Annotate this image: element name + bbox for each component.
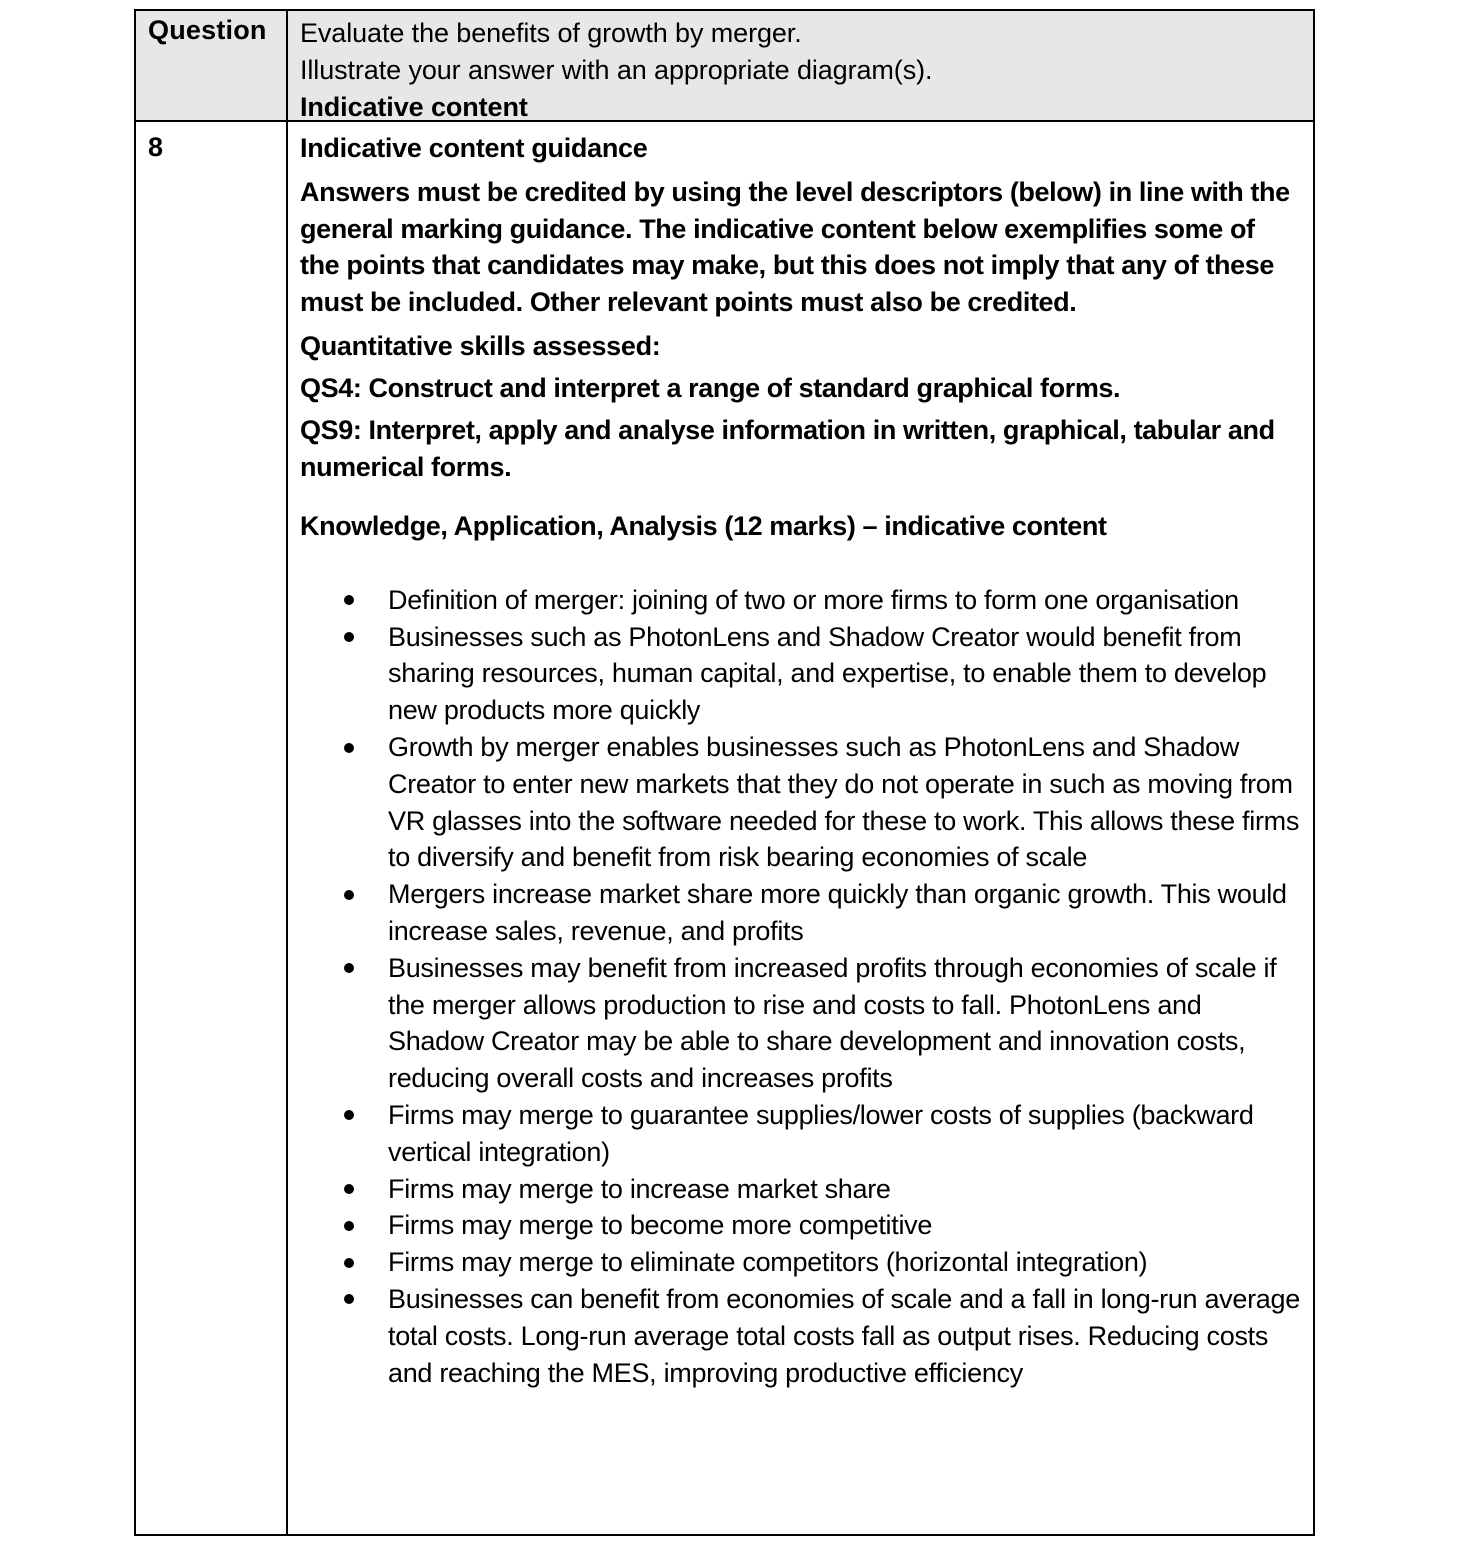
question-text-cell <box>288 11 1313 120</box>
list-item <box>300 619 1301 729</box>
mark-scheme-table <box>134 9 1315 1536</box>
list-item-text: Businesses such as PhotonLens and Shadow Creator would benefit from sharing resources, human capital, and expertise, to enable them to develop new products more quickly <box>388 621 1267 726</box>
indicative-content-cell <box>288 122 1313 1534</box>
question-number-cell <box>136 122 288 1534</box>
list-item-text: Firms may merge to guarantee supplies/lower costs of supplies (backward vertical integration) <box>388 1099 1254 1167</box>
list-item <box>300 1244 1301 1281</box>
question-line: Evaluate the benefits of growth by merger. <box>300 18 802 48</box>
list-item-text: Firms may merge to increase market share <box>388 1173 891 1204</box>
bullet-icon <box>344 729 354 766</box>
bullet-icon <box>344 876 354 913</box>
table-body-row <box>136 122 1313 1534</box>
question-label: Question <box>148 15 267 45</box>
list-item-text: Businesses may benefit from increased profits through economies of scale if the merger allows production to rise and costs to fall. PhotonLens and Shadow Creator may be able to share development and innovation costs, reducing overall costs and increases profits <box>388 952 1277 1094</box>
list-item-text: Growth by merger enables businesses such as PhotonLens and Shadow Creator to enter new markets that they do not operate in such as moving from VR glasses into the software needed for these to work. This allows these firms to diversify and benefit from risk bearing economies of scale <box>388 732 1300 873</box>
list-item <box>300 950 1301 1097</box>
list-item-text: Firms may merge to eliminate competitors (horizontal integration) <box>388 1247 1148 1278</box>
list-item <box>300 1281 1301 1391</box>
list-item <box>300 1171 1301 1208</box>
qs-heading: Quantitative skills assessed: <box>300 330 661 361</box>
bullet-icon <box>344 619 354 656</box>
question-label-cell <box>136 11 288 120</box>
list-item <box>300 1207 1301 1244</box>
list-item-text: Definition of merger: joining of two or more firms to form one organisation <box>388 584 1239 615</box>
guidance-text: Answers must be credited by using the level descriptors (below) in line with the general marking guidance. The indicative content below exemplifies some of the points that candidates may make, but this does not imply that any of these must be included. Other relevant points must also be credited. <box>300 177 1290 318</box>
bullet-icon <box>344 1244 354 1281</box>
bullet-icon <box>344 1207 354 1244</box>
list-item <box>300 876 1301 950</box>
bullet-icon <box>344 1281 354 1318</box>
indicative-content-label: Indicative content <box>300 92 528 122</box>
list-item <box>300 1097 1301 1171</box>
bullet-icon <box>344 582 354 619</box>
question-line: Illustrate your answer with an appropriate diagram(s). <box>300 55 933 85</box>
bullet-icon <box>344 950 354 987</box>
guidance-heading: Indicative content guidance <box>300 133 648 163</box>
bullet-icon <box>344 1097 354 1134</box>
list-item-text: Businesses can benefit from economies of scale and a fall in long-run average total costs. Long-run average total costs fall as output rises. Reducing costs and reaching the MES, improving productive efficiency <box>388 1283 1300 1388</box>
list-item-text: Mergers increase market share more quickly than organic growth. This would increase sales, revenue, and profits <box>388 879 1287 946</box>
kaa-heading: Knowledge, Application, Analysis (12 marks) – indicative content <box>300 510 1107 541</box>
list-item <box>300 729 1301 876</box>
table-header-row <box>136 11 1313 122</box>
question-number: 8 <box>148 132 164 162</box>
list-item-text: Firms may merge to become more competitive <box>388 1210 933 1241</box>
list-item <box>300 582 1301 619</box>
qs-item: QS4: Construct and interpret a range of standard graphical forms. <box>300 372 1121 403</box>
bullet-icon <box>344 1171 354 1208</box>
qs-item: QS9: Interpret, apply and analyse information in written, graphical, tabular and numerical forms. <box>300 414 1275 482</box>
indicative-points-list <box>300 582 1301 1392</box>
